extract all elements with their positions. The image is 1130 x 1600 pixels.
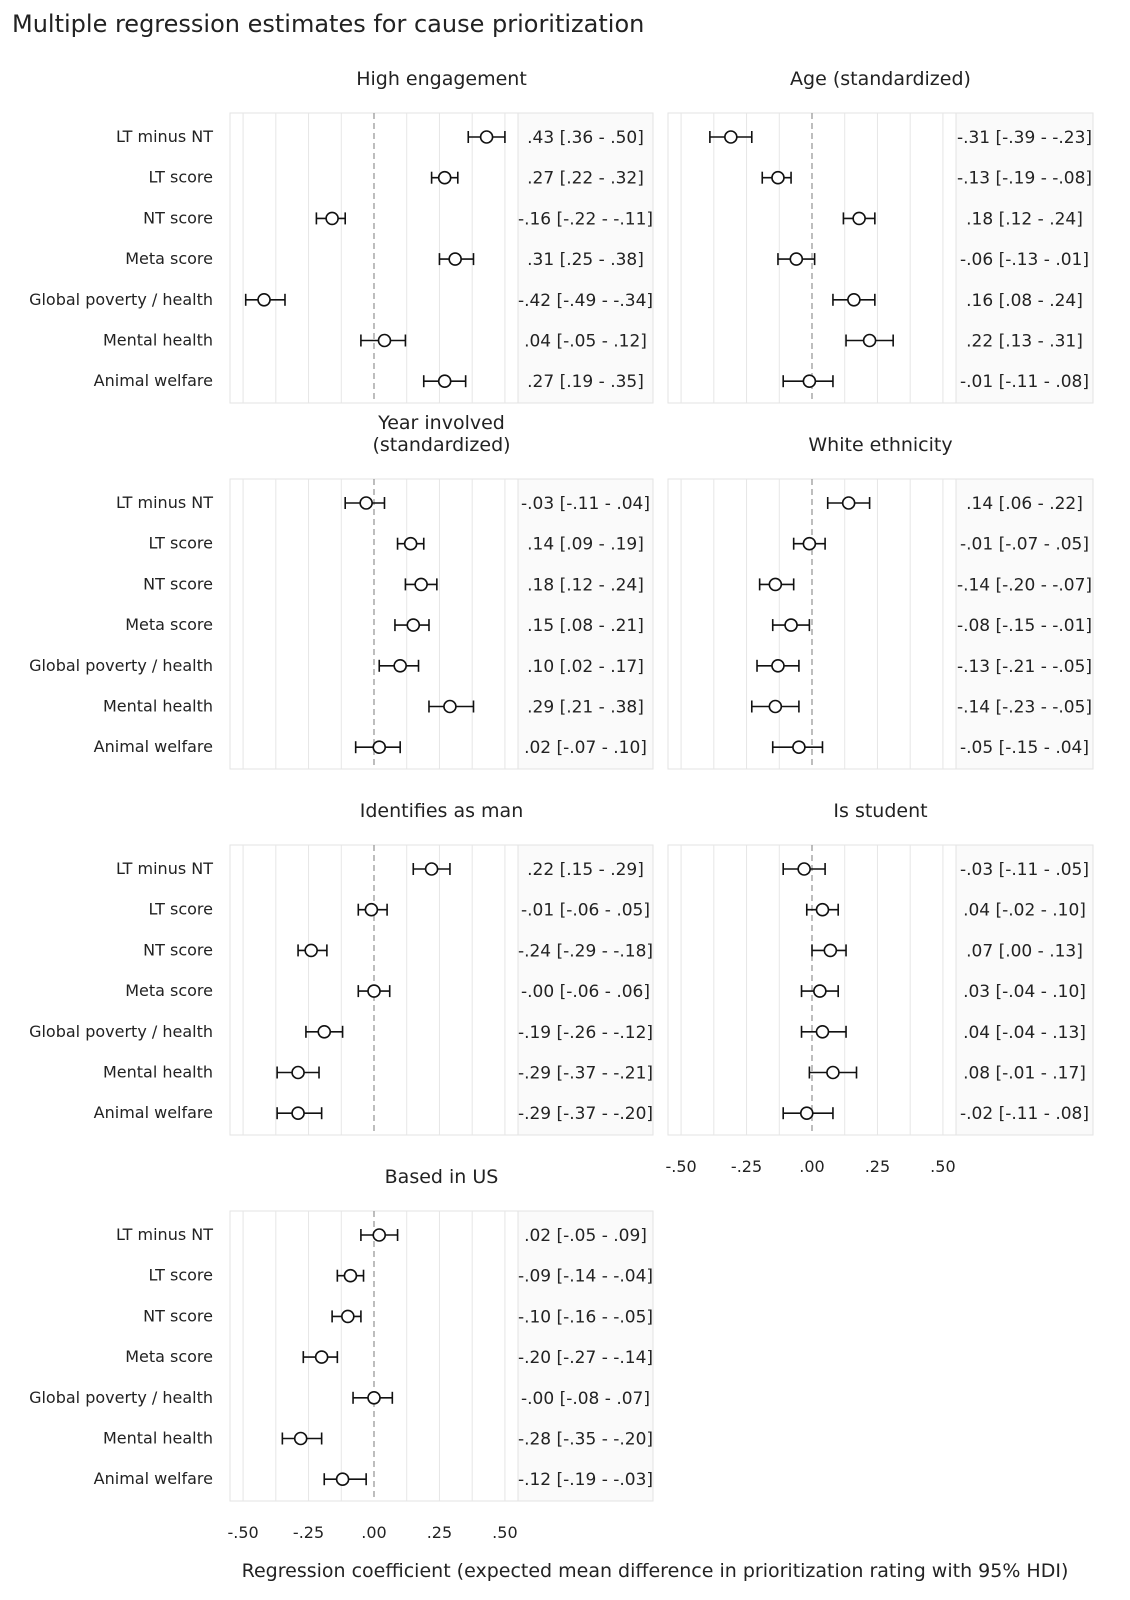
ci-label: -.01 [-.06 - .05]: [521, 900, 650, 921]
ci-label: -.29 [-.37 - -.21]: [517, 1063, 654, 1084]
estimate-point: [326, 212, 338, 224]
ci-label: -.08 [-.15 - -.01]: [956, 616, 1093, 637]
ci-label: -.05 [-.15 - .04]: [960, 738, 1089, 759]
estimate-point: [373, 1229, 385, 1241]
ci-label: -.13 [-.21 - -.05]: [956, 656, 1093, 677]
ci-label: .02 [-.07 - .10]: [524, 738, 647, 759]
ci-label: .31 [.25 - .38]: [527, 250, 644, 271]
ci-label: .18 [.12 - .24]: [527, 575, 644, 596]
category-label: NT score: [143, 208, 213, 228]
estimate-point: [378, 335, 390, 347]
estimate-point: [360, 497, 372, 509]
category-label: Mental health: [102, 696, 213, 716]
ci-label: .07 [.00 - .13]: [966, 941, 1083, 962]
panel-title: High engagement: [356, 68, 527, 90]
panel-4: [29, 800, 653, 1135]
ci-label: -.00 [-.08 - .07]: [521, 1388, 650, 1409]
estimate-point: [295, 1433, 307, 1445]
estimate-point: [824, 944, 836, 956]
ci-label: -.16 [-.22 - -.11]: [517, 209, 654, 230]
ci-label: -.14 [-.20 - -.07]: [956, 575, 1093, 596]
category-label: Mental health: [102, 1428, 213, 1448]
ci-label: .14 [.06 - .22]: [966, 494, 1083, 514]
category-label: Meta score: [125, 1347, 213, 1367]
estimate-point: [793, 741, 805, 753]
category-label: LT minus NT: [115, 127, 213, 146]
estimate-point: [405, 538, 417, 550]
estimate-point: [772, 660, 784, 672]
estimate-point: [769, 578, 781, 590]
ci-label: -.24 [-.29 - -.18]: [517, 941, 654, 962]
estimate-point: [318, 1026, 330, 1038]
ci-label: .02 [-.05 - .09]: [524, 1226, 647, 1246]
estimate-point: [415, 578, 427, 590]
ci-label: -.12 [-.19 - -.03]: [517, 1470, 654, 1491]
x-tick-label: -.50: [665, 1157, 697, 1176]
category-label: Animal welfare: [93, 737, 213, 757]
estimate-point: [292, 1107, 304, 1119]
estimate-point: [803, 375, 815, 387]
estimate-point: [843, 497, 855, 509]
estimate-point: [801, 1107, 813, 1119]
panel-title: Based in US: [384, 1166, 499, 1188]
ci-label: .03 [-.04 - .10]: [963, 982, 1086, 1003]
panel-6: [29, 1166, 653, 1501]
ci-label: -.28 [-.35 - -.20]: [517, 1429, 654, 1450]
ci-label: -.29 [-.37 - -.20]: [517, 1104, 654, 1125]
facet-panels: [29, 68, 1093, 1542]
panel-5: [668, 800, 1093, 1135]
estimate-point: [439, 375, 451, 387]
x-tick-label: -.50: [227, 1523, 259, 1542]
category-label: NT score: [143, 940, 213, 960]
ci-label: -.20 [-.27 - -.14]: [517, 1348, 654, 1369]
category-label: Meta score: [125, 981, 213, 1001]
category-label: Animal welfare: [93, 371, 213, 391]
panel-title: Is student: [833, 800, 928, 822]
ci-label: -.01 [-.07 - .05]: [960, 534, 1089, 555]
ci-label: -.09 [-.14 - -.04]: [517, 1266, 654, 1287]
ci-label: .16 [.08 - .24]: [966, 290, 1083, 311]
category-label: Mental health: [102, 330, 213, 350]
ci-label: -.03 [-.11 - .04]: [521, 494, 650, 514]
ci-label: -.01 [-.11 - .08]: [960, 372, 1089, 393]
estimate-point: [426, 863, 438, 875]
ci-label: .27 [.19 - .35]: [527, 372, 644, 393]
ci-label: .22 [.13 - .31]: [966, 331, 1083, 352]
category-label: LT score: [148, 899, 213, 919]
estimate-point: [368, 1392, 380, 1404]
ci-label: .14 [.09 - .19]: [527, 534, 644, 555]
ci-label: -.10 [-.16 - -.05]: [517, 1307, 654, 1328]
ci-label: -.31 [-.39 - -.23]: [956, 128, 1093, 148]
panel-title: (standardized): [372, 434, 511, 456]
x-axis-label: Regression coefficient (expected mean difference in prioritization rating with 95% HDI): [241, 1560, 1069, 1582]
ci-label: -.00 [-.06 - .06]: [521, 982, 650, 1003]
ci-label: .27 [.22 - .32]: [527, 168, 644, 189]
panel-3: [668, 434, 1093, 769]
estimate-point: [373, 741, 385, 753]
x-tick-label: .50: [930, 1157, 956, 1176]
estimate-point: [725, 131, 737, 143]
estimate-point: [864, 335, 876, 347]
ci-label: .04 [-.05 - .12]: [524, 331, 647, 352]
category-label: NT score: [143, 1306, 213, 1326]
estimate-point: [365, 904, 377, 916]
estimate-point: [316, 1351, 328, 1363]
x-tick-label: .25: [426, 1523, 453, 1542]
category-label: Global poverty / health: [29, 1021, 213, 1041]
estimate-point: [368, 985, 380, 997]
estimate-point: [848, 294, 860, 306]
estimate-point: [258, 294, 270, 306]
chart-title: Multiple regression estimates for cause prioritization: [12, 10, 645, 38]
ci-label: -.02 [-.11 - .08]: [960, 1104, 1089, 1125]
estimate-point: [814, 985, 826, 997]
estimate-point: [394, 660, 406, 672]
category-label: Meta score: [125, 615, 213, 635]
x-tick-label: -.25: [730, 1157, 763, 1176]
estimate-point: [772, 172, 784, 184]
estimate-point: [342, 1310, 354, 1322]
category-label: Meta score: [125, 249, 213, 269]
ci-label: .29 [.21 - .38]: [527, 697, 644, 718]
estimate-point: [344, 1270, 356, 1282]
x-tick-label: -.25: [292, 1523, 325, 1542]
ci-label: -.03 [-.11 - .05]: [960, 860, 1089, 880]
estimate-point: [449, 253, 461, 265]
estimate-point: [853, 212, 865, 224]
category-label: Global poverty / health: [29, 1387, 213, 1407]
panel-title: Identifies as man: [359, 800, 524, 822]
category-label: LT minus NT: [115, 493, 213, 512]
estimate-point: [827, 1067, 839, 1079]
estimate-point: [769, 701, 781, 713]
estimate-point: [803, 538, 815, 550]
ci-label: -.14 [-.23 - -.05]: [956, 697, 1093, 718]
category-label: Global poverty / health: [29, 655, 213, 675]
ci-label: -.13 [-.19 - -.08]: [956, 168, 1093, 189]
estimate-point: [305, 944, 317, 956]
ci-label: .08 [-.01 - .17]: [963, 1063, 1086, 1084]
ci-label: .04 [-.04 - .13]: [963, 1022, 1086, 1043]
ci-label: .22 [.15 - .29]: [527, 860, 644, 880]
estimate-point: [790, 253, 802, 265]
ci-label: -.19 [-.26 - -.12]: [517, 1022, 654, 1043]
x-tick-label: .50: [492, 1523, 518, 1542]
x-tick-label: .00: [799, 1157, 825, 1176]
ci-label: .43 [.36 - .50]: [527, 128, 644, 148]
ci-label: .04 [-.02 - .10]: [963, 900, 1086, 921]
estimate-point: [407, 619, 419, 631]
panel-title: Age (standardized): [790, 68, 971, 90]
estimate-point: [292, 1067, 304, 1079]
estimate-point: [439, 172, 451, 184]
estimate-point: [816, 904, 828, 916]
category-label: LT minus NT: [115, 1225, 213, 1244]
category-label: Mental health: [102, 1062, 213, 1082]
ci-label: .15 [.08 - .21]: [527, 616, 644, 637]
category-label: LT score: [148, 1265, 213, 1285]
panel-2: [29, 412, 653, 769]
estimate-point: [481, 131, 493, 143]
x-tick-label: .25: [864, 1157, 891, 1176]
panel-1: [668, 68, 1093, 403]
category-label: NT score: [143, 574, 213, 594]
estimate-point: [785, 619, 797, 631]
panel-title: Year involved: [378, 412, 505, 434]
ci-label: -.06 [-.13 - .01]: [960, 250, 1089, 271]
x-tick-label: .00: [361, 1523, 387, 1542]
category-label: Animal welfare: [93, 1103, 213, 1123]
estimate-point: [444, 701, 456, 713]
category-label: Animal welfare: [93, 1469, 213, 1489]
estimate-point: [337, 1473, 349, 1485]
panel-title: White ethnicity: [808, 434, 953, 456]
estimate-point: [798, 863, 810, 875]
panel-0: [29, 68, 653, 403]
ci-label: .10 [.02 - .17]: [527, 656, 644, 677]
estimate-point: [816, 1026, 828, 1038]
category-label: Global poverty / health: [29, 289, 213, 309]
category-label: LT minus NT: [115, 859, 213, 878]
ci-label: -.42 [-.49 - -.34]: [517, 290, 654, 311]
category-label: LT score: [148, 167, 213, 187]
ci-label: .18 [.12 - .24]: [966, 209, 1083, 230]
category-label: LT score: [148, 533, 213, 553]
